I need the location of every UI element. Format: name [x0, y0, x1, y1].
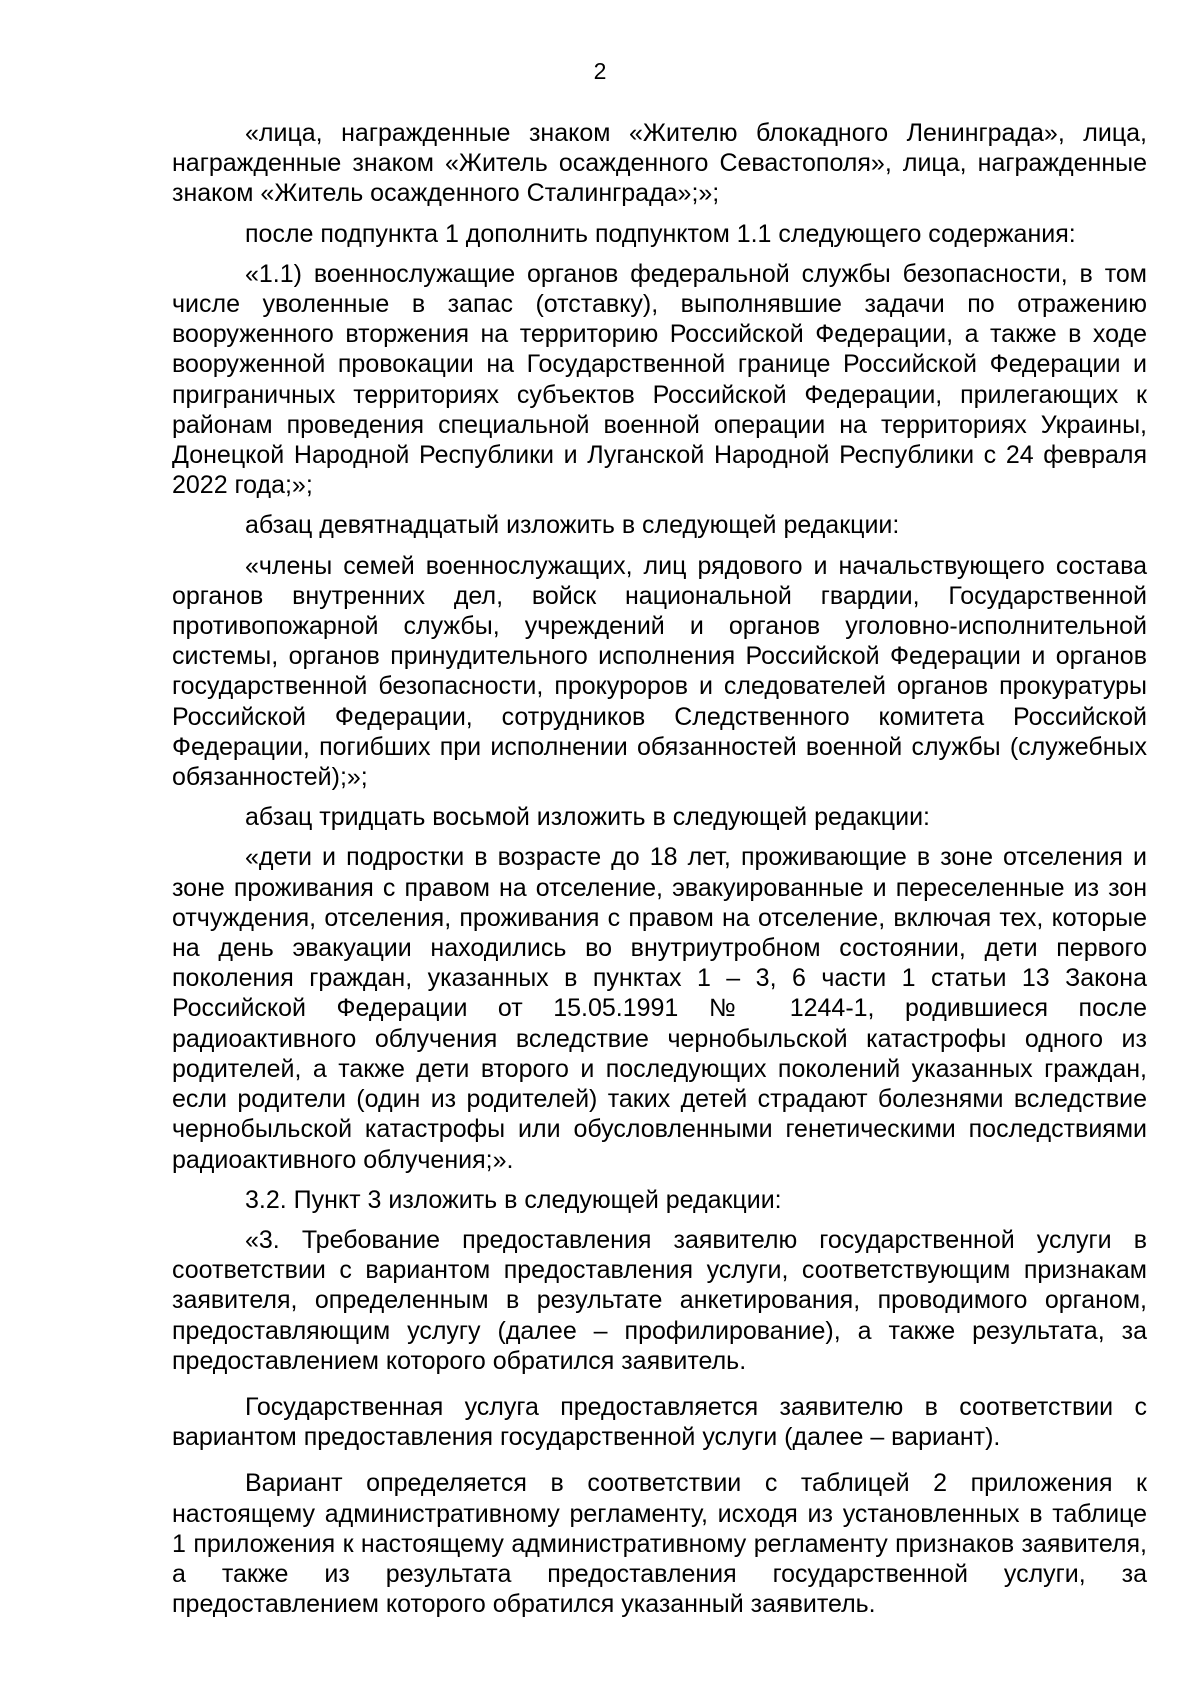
paragraph-children: «дети и подростки в возрасте до 18 лет, проживающие в зоне отселения и зоне проживания с правом на отселение, эвакуированные и переселенные из зон отчуждения, отселения, проживания с правом на отселение, включая тех, которые на день эвакуации находились во внутриутробном состоянии, дети первого поколения граждан, указанных в пунктах 1 – 3, 6 части 1 статьи 13 Закона Российской Федерации от 15.05.1991 № 1244-1, родившиеся после радиоактивного облучения вследствие чернобыльской катастрофы одного из родителей, а также дети второго и последующих поколений указанных граждан, если родители (один из родителей) таких детей страдают болезнями вследствие чернобыльской катастрофы или обусловленными генетическими последствиями радиоактивного облучения;». [172, 843, 1147, 1174]
paragraph-subpoint-1-1: «1.1) военнослужащие органов федеральной службы безопасности, в том числе уволенные в запас (отставку), выполнявшие задачи по отражению вооруженного вторжения на территорию Российской Федерации, а также в ходе вооруженной провокации на Государственной границе Российской Федерации и приграничных территориях субъектов Российской Федерации, прилегающих к районам проведения специальной военной операции на территориях Украины, Донецкой Народной Республики и Луганской Народной Республики с 24 февраля 2022 года;»; [172, 259, 1147, 500]
paragraph-nineteenth-abzac: абзац девятнадцатый изложить в следующей редакции: [245, 511, 900, 540]
paragraph-family-members: «члены семей военнослужащих, лиц рядового и начальствующего состава органов внутренних дел, войск национальной гвардии, Государственной противопожарной службы, учреждений и органов уголовно-исполнительной системы, органов принудительного исполнения Российской Федерации и органов государственной безопасности, прокуроров и следователей органов прокуратуры Российской Федерации, сотрудников Следственного комитета Российской Федерации, погибших при исполнении обязанностей военной службы (служебных обязанностей);»; [172, 551, 1147, 792]
paragraph-point-3-2: 3.2. Пункт 3 изложить в следующей редакции: [245, 1185, 782, 1214]
paragraph-requirement: «3. Требование предоставления заявителю государственной услуги в соответствии с вариантом предоставления услуги, соответствующим признакам заявителя, определенным в результате анкетирования, проводимого органом, предоставляющим услугу (далее – профилирование), а также результата, за предоставлением которого обратился заявитель. [172, 1225, 1147, 1375]
paragraph-after-subpoint-1: после подпункта 1 дополнить подпунктом 1.1 следующего содержания: [245, 219, 1076, 248]
document-body [172, 118, 1147, 1619]
paragraph-service-variant: Государственная услуга предоставляется заявителю в соответствии с вариантом предоставления государственной услуги (далее – вариант). [172, 1392, 1147, 1452]
page-number: 2 [593, 58, 607, 84]
paragraph-awards: «лица, награжденные знаком «Жителю блокадного Ленинграда», лица, награжденные знаком «Житель осажденного Севастополя», лица, награжденные знаком «Житель осажденного Сталинграда»;»; [172, 119, 1147, 208]
paragraph-thirty-eighth-abzac: абзац тридцать восьмой изложить в следующей редакции: [245, 803, 930, 832]
paragraph-variant-determination: Вариант определяется в соответствии с таблицей 2 приложения к настоящему административному регламенту, исходя из установленных в таблице 1 приложения к настоящему административному регламенту признаков заявителя, а также из результата предоставления государственной услуги, за предоставлением которого обратился указанный заявитель. [172, 1469, 1147, 1619]
